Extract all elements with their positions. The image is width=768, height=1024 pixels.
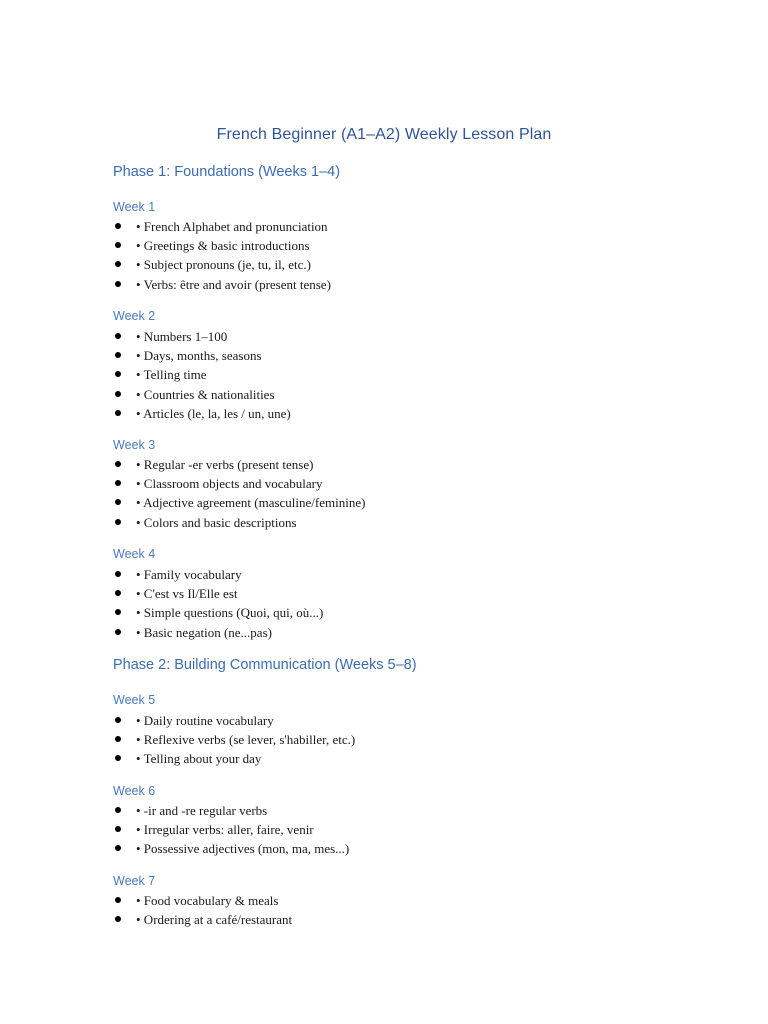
week-6-heading: Week 6 — [113, 784, 156, 798]
bullet-icon — [115, 281, 121, 287]
bullet-icon — [115, 755, 121, 761]
bullet-icon — [115, 590, 121, 596]
phase-2-heading: Phase 2: Building Communication (Weeks 5–8) — [113, 657, 417, 673]
bullet-icon — [115, 807, 121, 813]
document-page: French Beginner (A1–A2) Weekly Lesson Plan Phase 1: Foundations (Weeks 1–4) Week 1 • French Alphabet and pronunciation • Greetings & basic introductions • Subject pronouns (je, tu, il, etc.) • Verbs: être and avoir (present tense) Week 2 • Numbers 1–100 • Days, months, seasons • Telling time • Countries & nationalities • Articles (le, la, les / un, une) Week 3 • Regular -er verbs (present tense) • Classroom objects and vocabulary • Adjective agreement (masculine/feminine) • Colors and basic descriptions Week 4 • Family vocabulary • C'est vs Il/Elle est • Simple questions (Quoi, qui, où...) • Basic negation (ne...pas) Phase 2: Building Communication (Weeks 5–8) Week 5 • Daily routine vocabulary • Reflexive verbs (se lever, s'habiller, etc.) • Telling about your day Week 6 • -ir and -re regular verbs • Irregular verbs: aller, faire, venir • Possessive adjectives (mon, ma, mes...) Week 7 • Food vocabulary & meals • Ordering at a café/restaurant — [0, 0, 768, 1024]
bullet-icon — [115, 261, 121, 267]
bullet-icon — [115, 736, 121, 742]
bullet-icon — [115, 717, 121, 723]
bullet-icon — [115, 480, 121, 486]
week-5-heading: Week 5 — [113, 693, 156, 707]
bullet-icon — [115, 410, 121, 416]
bullet-icon — [115, 223, 121, 229]
bullet-icon — [115, 826, 121, 832]
week-4-heading: Week 4 — [113, 547, 156, 561]
bullet-icon — [115, 845, 121, 851]
bullet-icon — [115, 519, 121, 525]
week-7-heading: Week 7 — [113, 874, 156, 888]
bullet-icon — [115, 371, 121, 377]
bullet-icon — [115, 897, 121, 903]
document-title: French Beginner (A1–A2) Weekly Lesson Plan — [216, 126, 552, 143]
bullet-icon — [115, 609, 121, 615]
bullet-icon — [115, 571, 121, 577]
bullet-icon — [115, 629, 121, 635]
bullet-icon — [115, 391, 121, 397]
bullet-icon — [115, 333, 121, 339]
phase-1-heading: Phase 1: Foundations (Weeks 1–4) — [113, 164, 341, 180]
week-1-heading: Week 1 — [113, 200, 156, 214]
bullet-icon — [115, 352, 121, 358]
bullet-icon — [115, 499, 121, 505]
week-3-heading: Week 3 — [113, 438, 156, 452]
bullet-icon — [115, 916, 121, 922]
week-2-heading: Week 2 — [113, 309, 156, 323]
bullet-icon — [115, 242, 121, 248]
bullet-icon — [115, 461, 121, 467]
